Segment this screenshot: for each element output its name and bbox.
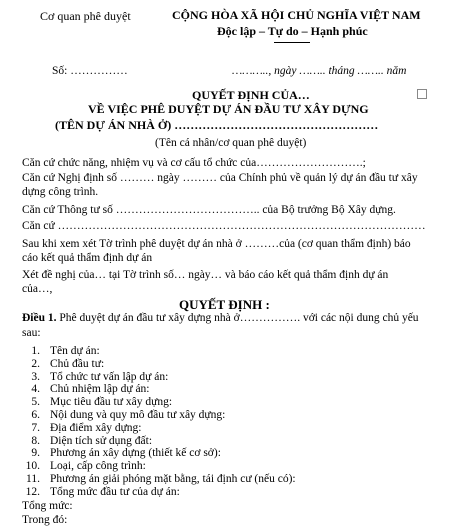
list-item-text: Tổng mức đầu tư của dự án: — [50, 485, 180, 498]
list-item-number: 8. — [31, 434, 40, 447]
article-1-label: Điều 1. — [22, 312, 57, 324]
article-1-text: Phê duyệt dự án đầu tư xây dựng nhà ở……………. với các nội dung chủ yếu — [59, 312, 419, 324]
list-item-text: Phương án xây dựng (thiết kế cơ sở): — [50, 447, 221, 460]
list-item-text: Chủ nhiệm lập dự án: — [50, 383, 150, 396]
list-item-number: 11. — [26, 473, 40, 485]
list-item — [14, 473, 296, 485]
preamble-5b: cáo kết quả thẩm định dự án — [22, 252, 153, 264]
list-item — [14, 371, 168, 383]
list-item-text: Loại, cấp công trình: — [50, 460, 146, 473]
list-item-text: Phương án giải phóng mặt bằng, tái định cư (nếu có): — [50, 473, 296, 485]
list-item — [14, 358, 104, 370]
list-item-text: Mục tiêu đầu tư xây dựng: — [50, 396, 173, 409]
list-item-number: 7. — [31, 421, 40, 434]
document-number: Số: …………… — [52, 65, 128, 77]
preamble-4: Căn cứ …………………………………………………………………………………… — [22, 220, 426, 232]
preamble-2a: Căn cứ Nghị định số ……… ngày ……… của Chính phủ về quản lý dự án đầu tư xây — [22, 172, 418, 184]
list-item — [14, 409, 225, 421]
list-item-number: 2. — [31, 357, 40, 370]
title-line-3: (TÊN DỰ ÁN NHÀ Ở) …………………………………………… — [55, 118, 379, 132]
list-item — [14, 422, 142, 434]
title-line-2: VỀ VIỆC PHÊ DUYỆT DỰ ÁN ĐẦU TƯ XÂY DỰNG — [88, 102, 369, 116]
list-item — [14, 345, 100, 357]
list-item-number: 10. — [25, 460, 40, 473]
list-item-text: Tổ chức tư vấn lập dự án: — [50, 370, 169, 383]
list-item-number: 9. — [31, 447, 40, 460]
checkbox[interactable] — [417, 89, 427, 99]
list-item — [14, 486, 180, 498]
list-item-text: Diện tích sử dụng đất: — [50, 434, 153, 447]
list-item — [14, 447, 221, 459]
article-1-line-a — [22, 312, 419, 324]
preamble-2b: dựng công trình. — [22, 186, 99, 198]
title-subtitle: (Tên cá nhân/cơ quan phê duyệt) — [155, 137, 307, 149]
national-motto: Độc lập – Tự do – Hạnh phúc — [217, 24, 368, 38]
list-item-number: 3. — [31, 370, 40, 383]
list-item-number: 4. — [31, 383, 40, 396]
list-item-text: Nội dung và quy mô đầu tư xây dựng: — [50, 409, 226, 421]
in-which-label: Trong đó: — [22, 514, 68, 526]
preamble-6b: của…, — [22, 283, 53, 295]
motto-underline — [274, 42, 310, 43]
nation-name: CỘNG HÒA XÃ HỘI CHỦ NGHĨA VIỆT NAM — [172, 8, 421, 22]
list-item-text: Địa điểm xây dựng: — [50, 421, 142, 434]
preamble-5a: Sau khi xem xét Tờ trình phê duyệt dự án nhà ở ………của (cơ quan thẩm định) báo — [22, 238, 411, 250]
list-item-number: 6. — [31, 409, 40, 421]
approving-agency: Cơ quan phê duyệt — [40, 9, 131, 23]
list-item — [14, 460, 146, 472]
list-item — [14, 435, 152, 447]
list-item-text: Chủ đầu tư: — [50, 357, 105, 370]
total-investment-label: Tổng mức: — [22, 500, 73, 512]
list-item-text: Tên dự án: — [50, 345, 100, 357]
title-line-1: QUYẾT ĐỊNH CỦA… — [192, 88, 310, 102]
list-item-number: 12. — [25, 485, 40, 498]
list-item — [14, 383, 150, 395]
date-line: ……….., ngày …….. tháng …….. năm — [232, 65, 407, 77]
list-item — [14, 396, 172, 408]
decision-heading: QUYẾT ĐỊNH : — [179, 297, 270, 312]
preamble-1: Căn cứ chức năng, nhiệm vụ và cơ cấu tổ chức của……………………….; — [22, 157, 366, 169]
list-item-number: 5. — [31, 396, 40, 409]
list-item-number: 1. — [31, 345, 40, 357]
article-1-line-b: sau: — [22, 327, 41, 339]
preamble-3: Căn cứ Thông tư số ……………………………….. của Bộ trưởng Bộ Xây dựng. — [22, 204, 396, 216]
preamble-6a: Xét đề nghị của… tại Tờ trình số… ngày… và báo cáo kết quả thẩm định dự án — [22, 269, 389, 281]
